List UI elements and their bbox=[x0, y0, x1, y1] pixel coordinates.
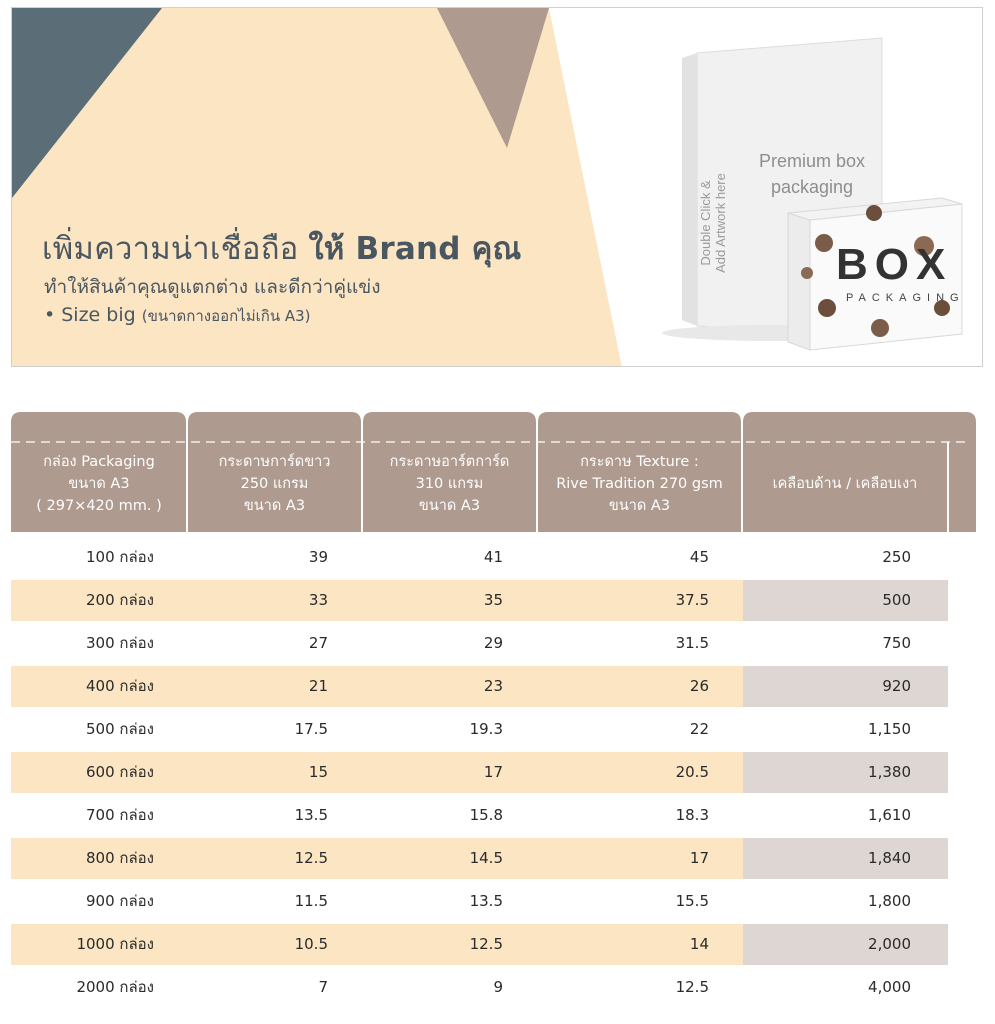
bullet-note: (ขนาดกางออกไม่เกิน A3) bbox=[141, 307, 311, 325]
row-art-card-price: 29 bbox=[483, 634, 503, 652]
header-coating-line-1: เคลือบด้าน / เคลือบเงา bbox=[772, 476, 918, 492]
header-texture-line-3: ขนาด A3 bbox=[608, 498, 671, 514]
row-coating-price: 1,610 bbox=[868, 806, 911, 824]
row-white-card-price: 27 bbox=[308, 634, 328, 652]
box-side-text: Double Click & Add Artwork here bbox=[698, 173, 728, 273]
row-art-card-price: 13.5 bbox=[469, 892, 503, 910]
header-white-card bbox=[187, 444, 362, 524]
row-quantity: 200 กล่อง bbox=[85, 591, 154, 609]
promo-banner bbox=[11, 7, 983, 367]
row-white-card-price: 21 bbox=[308, 677, 328, 695]
header-coating bbox=[742, 444, 948, 524]
row-quantity: 500 กล่อง bbox=[85, 720, 154, 738]
row-quantity: 1000 กล่อง bbox=[76, 935, 154, 953]
row-coating-price: 1,150 bbox=[868, 720, 911, 738]
header-packaging-line-1: กล่อง Packaging bbox=[43, 454, 155, 470]
table-row bbox=[11, 924, 983, 965]
row-art-card-price: 12.5 bbox=[469, 935, 503, 953]
row-texture-price: 15.5 bbox=[675, 892, 709, 910]
header-packaging-line-2: ขนาด A3 bbox=[68, 476, 130, 492]
table-row bbox=[11, 623, 983, 664]
row-texture-price: 31.5 bbox=[675, 634, 709, 652]
row-white-card-price: 11.5 bbox=[294, 892, 328, 910]
row-quantity: 2000 กล่อง bbox=[76, 978, 154, 996]
row-coating-price: 1,380 bbox=[868, 763, 911, 781]
row-art-card-price: 14.5 bbox=[469, 849, 503, 867]
table-row bbox=[11, 752, 983, 793]
row-coating-price: 4,000 bbox=[868, 978, 911, 996]
table-row bbox=[11, 881, 983, 922]
box-mockup-label bbox=[747, 148, 877, 200]
price-table-header bbox=[11, 412, 976, 532]
row-art-card-price: 19.3 bbox=[469, 720, 503, 738]
table-row bbox=[11, 795, 983, 836]
row-art-card-price: 17 bbox=[483, 763, 503, 781]
row-white-card-price: 10.5 bbox=[294, 935, 328, 953]
table-row bbox=[11, 666, 983, 707]
row-art-card-price: 41 bbox=[483, 548, 503, 566]
headline-bold: ให้ Brand คุณ bbox=[308, 231, 522, 267]
headline-regular: เพิ่มความน่าเชื่อถือ bbox=[42, 231, 309, 267]
header-texture-line-1: กระดาษ Texture : bbox=[580, 454, 699, 470]
header-white-card-line-3: ขนาด A3 bbox=[243, 498, 306, 514]
box-brand-text: BOX bbox=[836, 240, 953, 289]
row-quantity: 400 กล่อง bbox=[85, 677, 154, 695]
header-texture bbox=[537, 444, 742, 524]
row-texture-price: 37.5 bbox=[675, 591, 709, 609]
table-row bbox=[11, 967, 983, 1008]
row-art-card-price: 15.8 bbox=[469, 806, 503, 824]
row-quantity: 900 กล่อง bbox=[85, 892, 154, 910]
row-white-card-price: 13.5 bbox=[294, 806, 328, 824]
box-label-line-2: packaging bbox=[770, 177, 854, 197]
row-art-card-price: 9 bbox=[493, 978, 503, 996]
row-texture-price: 26 bbox=[689, 677, 709, 695]
row-quantity: 100 กล่อง bbox=[85, 548, 154, 566]
bullet-main: • Size big bbox=[44, 304, 142, 326]
box-label-line-1: Premium box bbox=[758, 151, 866, 171]
row-coating-price: 750 bbox=[882, 634, 911, 652]
header-art-card-line-1: กระดาษอาร์ตการ์ด bbox=[389, 454, 510, 470]
row-texture-price: 17 bbox=[689, 849, 709, 867]
size-bullet bbox=[44, 304, 311, 328]
table-row bbox=[11, 580, 983, 621]
row-white-card-price: 15 bbox=[308, 763, 328, 781]
header-white-card-line-1: กระดาษการ์ดขาว bbox=[218, 454, 331, 470]
row-quantity: 300 กล่อง bbox=[85, 634, 154, 652]
row-coating-price: 920 bbox=[882, 677, 911, 695]
row-white-card-price: 39 bbox=[308, 548, 328, 566]
row-coating-price: 2,000 bbox=[868, 935, 911, 953]
row-white-card-price: 12.5 bbox=[294, 849, 328, 867]
row-quantity: 700 กล่อง bbox=[85, 806, 154, 824]
row-coating-price: 500 bbox=[882, 591, 911, 609]
row-quantity: 600 กล่อง bbox=[85, 763, 154, 781]
row-white-card-price: 17.5 bbox=[294, 720, 328, 738]
box-brand-subtext: PACKAGING bbox=[846, 292, 965, 304]
header-packaging bbox=[11, 444, 187, 524]
row-texture-price: 45 bbox=[689, 548, 709, 566]
row-texture-price: 20.5 bbox=[675, 763, 709, 781]
table-row bbox=[11, 838, 983, 879]
row-coating-price: 250 bbox=[882, 548, 911, 566]
row-coating-price: 1,840 bbox=[868, 849, 911, 867]
banner-subline: ทำให้สินค้าคุณดูแตกต่าง และดีกว่าคู่แข่ง bbox=[44, 276, 381, 298]
row-texture-price: 18.3 bbox=[675, 806, 709, 824]
row-texture-price: 22 bbox=[689, 720, 709, 738]
row-white-card-price: 33 bbox=[308, 591, 328, 609]
header-texture-line-2: Rive Tradition 270 gsm bbox=[556, 476, 723, 492]
row-texture-price: 14 bbox=[689, 935, 709, 953]
header-art-card-line-2: 310 แกรม bbox=[415, 476, 484, 492]
row-white-card-price: 7 bbox=[318, 978, 328, 996]
table-row bbox=[11, 537, 983, 578]
row-quantity: 800 กล่อง bbox=[85, 849, 154, 867]
banner-headline bbox=[42, 223, 522, 273]
header-art-card-line-3: ขนาด A3 bbox=[418, 498, 481, 514]
table-row bbox=[11, 709, 983, 750]
header-packaging-line-3: ( 297×420 mm. ) bbox=[36, 498, 162, 514]
row-coating-price: 1,800 bbox=[868, 892, 911, 910]
header-art-card bbox=[362, 444, 537, 524]
header-white-card-line-2: 250 แกรม bbox=[240, 476, 309, 492]
row-texture-price: 12.5 bbox=[675, 978, 709, 996]
row-art-card-price: 23 bbox=[483, 677, 503, 695]
row-art-card-price: 35 bbox=[483, 591, 503, 609]
